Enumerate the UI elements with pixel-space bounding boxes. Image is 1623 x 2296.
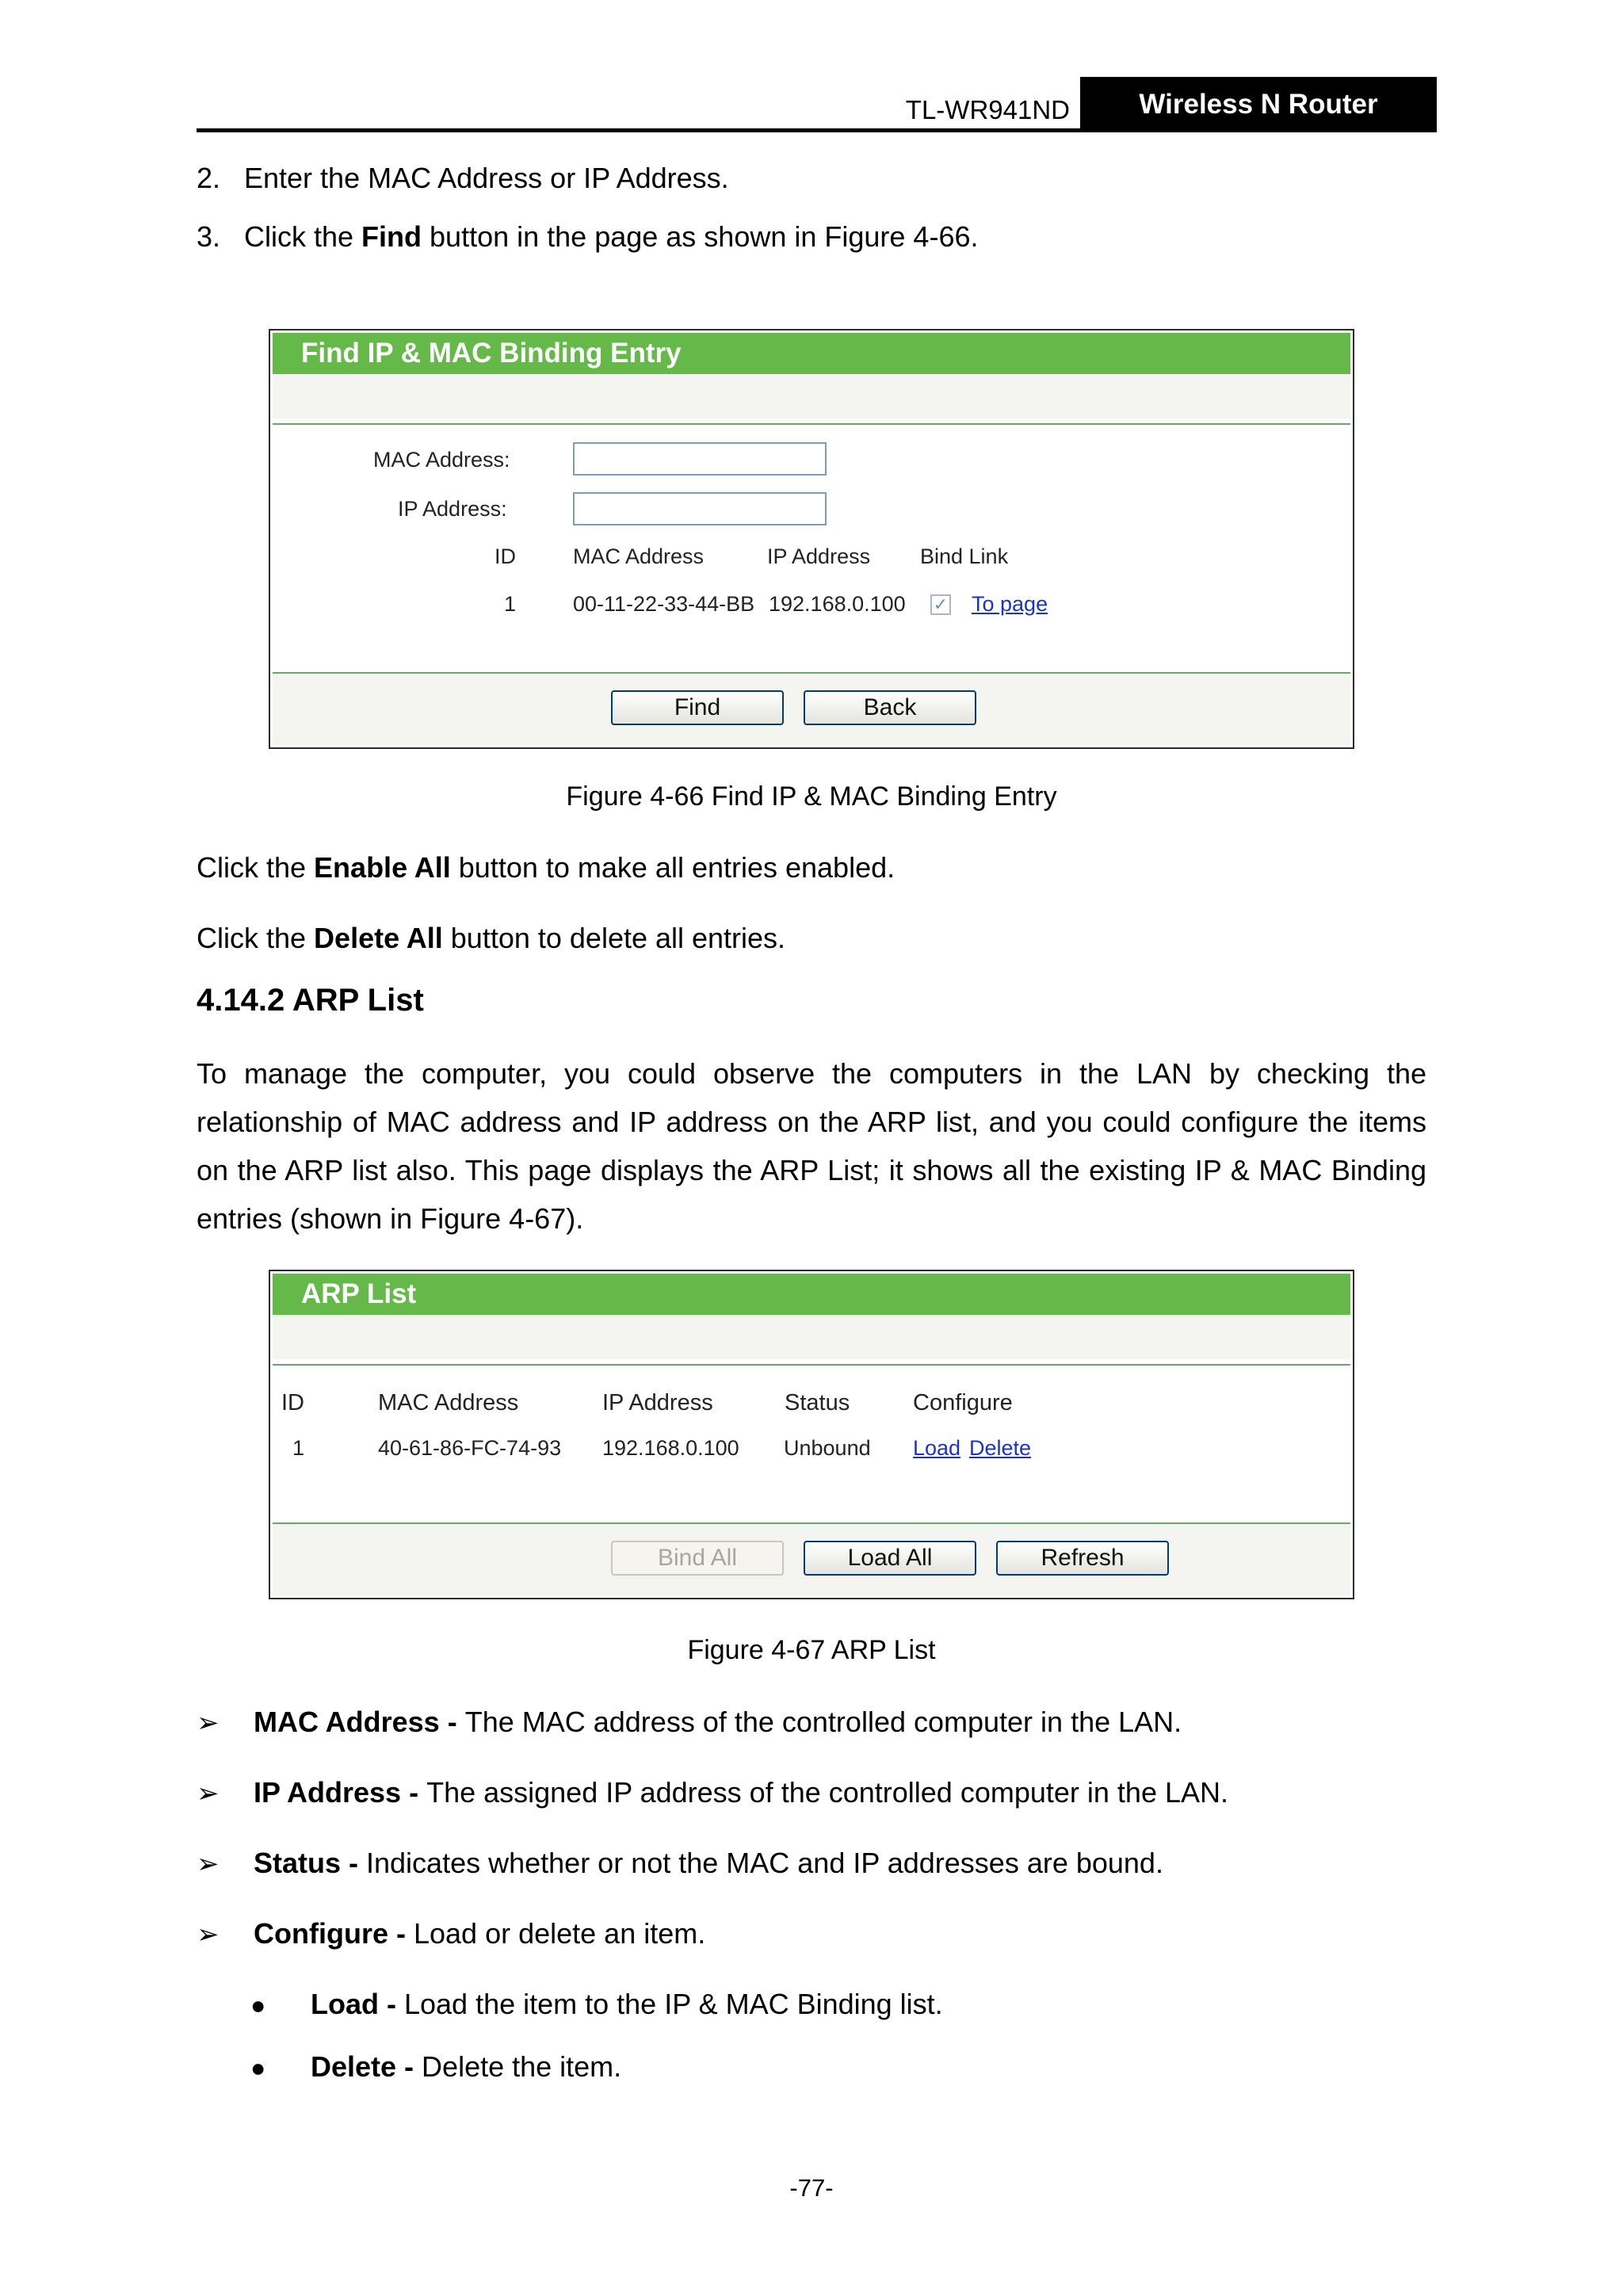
refresh-button[interactable]: Refresh: [996, 1541, 1169, 1576]
dot-bullet-icon: ●: [250, 2053, 266, 2082]
mac-address-input[interactable]: [573, 442, 827, 476]
section-heading: 4.14.2 ARP List: [197, 983, 424, 1018]
bullet-term: MAC Address -: [254, 1706, 465, 1738]
sub-bullet-delete: [250, 2050, 621, 2085]
col-header-id: ID: [495, 544, 516, 568]
bullet-term: Status -: [254, 1847, 367, 1879]
text-pre: Click the: [197, 851, 315, 884]
bullet-term: Configure -: [254, 1917, 414, 1950]
find-button[interactable]: Find: [611, 690, 784, 725]
bullet-text: The assigned IP address of the controlled computer in the LAN.: [426, 1776, 1228, 1809]
bullet-ip-address: [197, 1775, 1228, 1811]
text-bold: Delete All: [314, 922, 443, 954]
col-header-mac: MAC Address: [573, 544, 705, 568]
bullet-text: Load the item to the IP & MAC Binding list.: [403, 1988, 943, 2020]
bullet-term: Delete -: [311, 2050, 422, 2083]
mac-address-label: MAC Address:: [373, 448, 510, 472]
arrow-bullet-icon: ➢: [197, 1778, 220, 1809]
delete-all-text: [197, 921, 785, 956]
bullet-term: Load -: [311, 1988, 404, 2020]
text-pre: Click the: [197, 922, 315, 954]
header-model: TL-WR941ND: [905, 95, 1070, 124]
enable-all-text: [197, 850, 895, 885]
find-binding-screen: [269, 329, 1354, 749]
text-post: button to delete all entries.: [442, 922, 786, 954]
bullet-term: IP Address -: [254, 1776, 427, 1809]
row-status: Unbound: [784, 1436, 871, 1460]
step-3: [197, 220, 979, 254]
screen-title: ARP List: [273, 1274, 1350, 1315]
title-band: [273, 1315, 1350, 1359]
col-header-configure: Configure: [913, 1390, 1013, 1415]
step-number: 3.: [197, 220, 221, 253]
col-header-mac: MAC Address: [378, 1390, 519, 1415]
row-ip: 192.168.0.100: [769, 592, 906, 616]
step-text-pre: Click the: [244, 220, 362, 253]
step-number: 2.: [197, 162, 221, 194]
bullet-text: Load or delete an item.: [413, 1917, 706, 1950]
text-bold: Enable All: [314, 851, 451, 884]
title-band: [273, 374, 1350, 418]
separator: [273, 423, 1350, 425]
to-page-link[interactable]: To page: [972, 592, 1048, 616]
header-product-badge: Wireless N Router: [1080, 77, 1437, 132]
row-mac: 40-61-86-FC-74-93: [378, 1436, 562, 1460]
delete-link[interactable]: Delete: [969, 1436, 1032, 1460]
bullet-text: Indicates whether or not the MAC and IP addresses are bound.: [366, 1847, 1163, 1879]
ip-address-label: IP Address:: [398, 497, 507, 521]
row-mac: 00-11-22-33-44-BB: [573, 592, 755, 616]
dot-bullet-icon: ●: [250, 1991, 266, 2019]
row-id: 1: [504, 592, 517, 616]
col-header-ip: IP Address: [767, 544, 871, 568]
row-ip: 192.168.0.100: [602, 1436, 739, 1460]
section-paragraph: To manage the computer, you could observe the computers in the LAN by checking the relationship of MAC address and IP address on the ARP list, and you could configure the items on the ARP list also. This page displays the ARP List; it shows all the existing IP & MAC Binding entries (shown in Figure 4-67).: [197, 1057, 1426, 1235]
header-rule: [197, 128, 1437, 132]
col-header-status: Status: [785, 1390, 850, 1415]
figure-caption: Figure 4-67 ARP List: [687, 1635, 936, 1665]
col-header-ip: IP Address: [602, 1390, 713, 1415]
gap: [273, 426, 1350, 429]
load-link[interactable]: Load: [913, 1436, 961, 1460]
figure-caption: Figure 4-66 Find IP & MAC Binding Entry: [566, 781, 1057, 812]
arrow-bullet-icon: ➢: [197, 1849, 220, 1879]
bullet-text: The MAC address of the controlled computer in the LAN.: [464, 1706, 1182, 1738]
col-header-id: ID: [281, 1390, 304, 1415]
text-post: button to make all entries enabled.: [450, 851, 896, 884]
arp-list-screen: [269, 1270, 1354, 1599]
step-text: Enter the MAC Address or IP Address.: [244, 162, 729, 194]
col-header-bind-link: Bind Link: [920, 544, 1009, 568]
bullet-status: [197, 1846, 1163, 1881]
bind-checkbox[interactable]: ✓: [930, 594, 951, 615]
step-2: [197, 161, 729, 196]
bullet-configure: [197, 1916, 705, 1952]
load-all-button[interactable]: Load All: [804, 1541, 976, 1576]
separator: [273, 1364, 1350, 1366]
page-number: -77-: [789, 2174, 834, 2202]
screen-title: Find IP & MAC Binding Entry: [273, 333, 1350, 374]
sub-bullet-load: [250, 1987, 943, 2023]
step-text-bold: Find: [361, 220, 422, 253]
bind-all-button[interactable]: Bind All: [611, 1541, 784, 1576]
row-id: 1: [292, 1436, 305, 1460]
bullet-mac-address: [197, 1705, 1182, 1740]
ip-address-input[interactable]: [573, 492, 827, 525]
arrow-bullet-icon: ➢: [197, 1708, 220, 1738]
arrow-bullet-icon: ➢: [197, 1920, 220, 1950]
step-text-post: button in the page as shown in Figure 4-66.: [422, 220, 979, 253]
back-button[interactable]: Back: [804, 690, 976, 725]
bullet-text: Delete the item.: [422, 2050, 622, 2083]
